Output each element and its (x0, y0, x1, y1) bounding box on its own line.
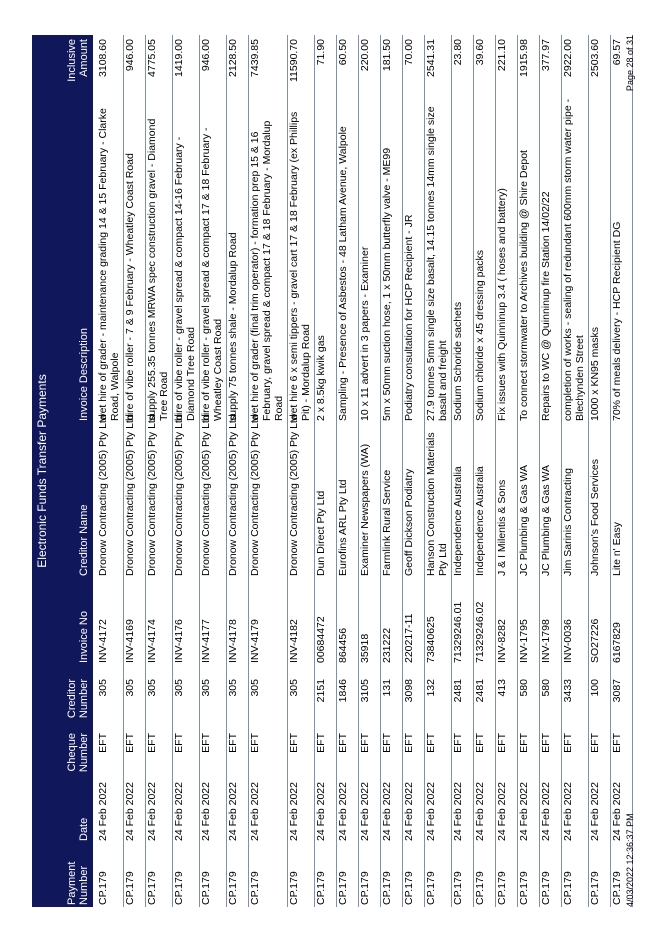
invoice-description-cell: Podiatry consultation for HCP Recipient - JR (403, 214, 415, 421)
col-creditor-name: Creditor Name (78, 504, 90, 576)
cheque-number-cell: EFT (315, 733, 327, 753)
inclusive-amount-cell: 181.50 (381, 39, 393, 72)
table-row (337, 35, 359, 907)
creditor-number-cell: 305 (227, 679, 239, 697)
creditor-name-cell: Dronow Contracting (2005) Pty Ltd (227, 414, 239, 576)
invoice-no-cell: 6167829 (611, 622, 623, 663)
date-cell: 24 Feb 2022 (249, 782, 261, 841)
creditor-number-cell: 305 (200, 679, 212, 697)
table-row (403, 35, 425, 907)
creditor-number-cell: 3098 (403, 679, 415, 703)
cheque-number-cell: EFT (381, 733, 393, 753)
date-cell: 24 Feb 2022 (496, 782, 508, 841)
date-cell: 24 Feb 2022 (227, 782, 239, 841)
date-cell: 24 Feb 2022 (97, 782, 109, 841)
date-cell: 24 Feb 2022 (452, 782, 464, 841)
creditor-name-cell: Dronow Contracting (2005) Pty Ltd (124, 414, 136, 576)
date-cell: 24 Feb 2022 (315, 782, 327, 841)
table-row (452, 35, 474, 907)
creditor-name-cell: JC Plumbing & Gas WA (518, 464, 530, 576)
creditor-number-cell: 131 (381, 679, 393, 697)
inclusive-amount-cell: 23.80 (452, 39, 464, 66)
page-number: Page 28 of 31 (625, 35, 635, 92)
creditor-name-cell: Geoff Dickson Podiatry (403, 468, 415, 576)
invoice-description-cell: 5m x 50mm suction hose, 1 x 50mm butterfly valve - ME99 (381, 147, 393, 421)
date-cell: 24 Feb 2022 (173, 782, 185, 841)
invoice-no-cell: INV-4169 (124, 619, 136, 663)
cheque-number-cell: EFT (124, 733, 136, 753)
cheque-number-cell: EFT (146, 733, 158, 753)
inclusive-amount-cell: 70.00 (403, 39, 415, 66)
creditor-name-cell: Dronow Contracting (2005) Pty Ltd (200, 414, 212, 576)
date-cell: 24 Feb 2022 (474, 782, 486, 841)
invoice-no-cell: 231222 (381, 627, 393, 663)
date-cell: 24 Feb 2022 (359, 782, 371, 841)
invoice-description-cell: Repairs to WC @ Quinninup fire Station 14/02/22 (540, 191, 552, 421)
invoice-no-cell: 864456 (337, 627, 349, 663)
date-cell: 24 Feb 2022 (425, 782, 437, 841)
inclusive-amount-cell: 39.60 (474, 39, 486, 66)
creditor-number-cell: 305 (249, 679, 261, 697)
creditor-number-cell: 1846 (337, 679, 349, 703)
table-row (518, 35, 540, 907)
inclusive-amount-cell: 1419.00 (173, 39, 185, 77)
invoice-no-cell: 35918 (359, 633, 371, 663)
creditor-name-cell: Dronow Contracting (2005) Pty Ltd (173, 414, 185, 576)
cheque-number-cell: EFT (474, 733, 486, 753)
invoice-description-cell: Fix issues with Quinninup 3.4 ( hoses and battery) (496, 188, 508, 421)
payment-number-cell: CP.179 (173, 871, 185, 905)
invoice-no-cell: INV-1795 (518, 619, 530, 663)
inclusive-amount-cell: 71.90 (315, 39, 327, 66)
payment-number-cell: CP.179 (337, 871, 349, 905)
table-row (496, 35, 518, 907)
payment-number-cell: CP.179 (496, 871, 508, 905)
col-date: Date (78, 817, 90, 841)
table-row (381, 35, 403, 907)
cheque-number-cell: EFT (562, 733, 574, 753)
invoice-no-cell: INV-4182 (288, 619, 300, 663)
table-body (97, 35, 633, 907)
cheque-number-cell: EFT (249, 733, 261, 753)
inclusive-amount-cell: 69.57 (611, 39, 623, 66)
table-row (611, 35, 633, 907)
payment-number-cell: CP.179 (518, 871, 530, 905)
payment-number-cell: CP.179 (474, 871, 486, 905)
col-invoice-description: Invoice Description (78, 328, 90, 421)
inclusive-amount-cell: 2128.50 (227, 39, 239, 77)
invoice-description-cell: hire of vibe roller - 7 & 9 February - Wheatley Coast Road (124, 153, 136, 421)
creditor-name-cell: Independence Australia (452, 466, 464, 576)
creditor-name-cell: J & I Milentis & Sons (496, 479, 508, 576)
inclusive-amount-cell: 4775.05 (146, 39, 158, 77)
creditor-name-cell: Jim Sarinis Contracting (562, 468, 574, 576)
cheque-number-cell: EFT (359, 733, 371, 753)
creditor-number-cell: 580 (518, 679, 530, 697)
payment-number-cell: CP.179 (611, 871, 623, 905)
creditor-name-cell: Dronow Contracting (2005) Pty Ltd (249, 414, 261, 576)
creditor-number-cell: 305 (97, 679, 109, 697)
inclusive-amount-cell: 946.00 (200, 39, 212, 72)
cheque-number-cell: EFT (611, 733, 623, 753)
payment-number-cell: CP.179 (589, 871, 601, 905)
invoice-description-cell: Sodium chloride x 45 dressing packs (474, 249, 486, 421)
creditor-number-cell: 305 (124, 679, 136, 697)
creditor-number-cell: 2481 (474, 679, 486, 703)
inclusive-amount-cell: 221.10 (496, 39, 508, 72)
payment-number-cell: CP.179 (315, 871, 327, 905)
date-cell: 24 Feb 2022 (146, 782, 158, 841)
table-row (315, 35, 337, 907)
payment-number-cell: CP.179 (200, 871, 212, 905)
inclusive-amount-cell: 1915.98 (518, 39, 530, 77)
date-cell: 24 Feb 2022 (381, 782, 393, 841)
payment-number-cell: CP.179 (288, 871, 300, 905)
creditor-name-cell: Examiner Newspapers (WA) (359, 443, 371, 576)
creditor-name-cell: Dun Direct Pty Ltd (315, 490, 327, 576)
payment-number-cell: CP.179 (359, 871, 371, 905)
invoice-description-cell: To connect stormwater to Archives building @ Shire Depot (518, 150, 530, 421)
table-row (124, 35, 146, 907)
cheque-number-cell: EFT (97, 733, 109, 753)
invoice-description-cell: 27.9 tonnes 5mm single size basalt, 14.15 tonnes 14mm single size basalt and freight (425, 106, 449, 421)
cheque-number-cell: EFT (173, 733, 185, 753)
invoice-no-cell: 220217-11 (403, 613, 415, 663)
creditor-number-cell: 580 (540, 679, 552, 697)
inclusive-amount-cell: 220.00 (359, 39, 371, 72)
cheque-number-cell: EFT (589, 733, 601, 753)
cheque-number-cell: EFT (403, 733, 415, 753)
creditor-number-cell: 2151 (315, 679, 327, 703)
invoice-description-cell: hire of vibe roller - gravel spread & compact 17 & 18 February - Wheatley Coast Road (200, 127, 224, 421)
cheque-number-cell: EFT (518, 733, 530, 753)
invoice-no-cell: 73840625 (425, 616, 437, 663)
creditor-number-cell: 3087 (611, 679, 623, 703)
payment-number-cell: CP.179 (249, 871, 261, 905)
creditor-name-cell: JC Plumbing & Gas WA (540, 464, 552, 576)
date-cell: 24 Feb 2022 (288, 782, 300, 841)
date-cell: 24 Feb 2022 (124, 782, 136, 841)
date-cell: 24 Feb 2022 (518, 782, 530, 841)
payment-number-cell: CP.179 (403, 871, 415, 905)
col-inclusive-amount: Inclusive Amount (66, 39, 90, 82)
inclusive-amount-cell: 2922.00 (562, 39, 574, 77)
invoice-no-cell: INV-4177 (200, 619, 212, 663)
invoice-description-cell: wet hire of grader - maintenance grading 14 & 15 February - Clarke Road, Walpole (97, 108, 121, 421)
invoice-description-cell: supply 75 tonnes shale - Mordalup Road (227, 232, 239, 421)
creditor-name-cell: Johnson's Food Services (589, 459, 601, 576)
cheque-number-cell: EFT (540, 733, 552, 753)
date-cell: 24 Feb 2022 (562, 782, 574, 841)
table-row (359, 35, 381, 907)
creditor-number-cell: 3433 (562, 679, 574, 703)
invoice-description-cell: Sampling - Presence of Asbestos - 48 Latham Avenue, Walpole (337, 126, 349, 421)
table-row (173, 35, 200, 907)
inclusive-amount-cell: 946.00 (124, 39, 136, 72)
invoice-description-cell: Sodium Schoride sachets (452, 301, 464, 421)
invoice-no-cell: INV-4172 (97, 619, 109, 663)
table-row (97, 35, 124, 907)
creditor-name-cell: Independence Australia (474, 466, 486, 576)
creditor-name-cell: Lite n' Easy (611, 522, 623, 576)
inclusive-amount-cell: 2503.60 (589, 39, 601, 77)
invoice-no-cell: INV-0036 (562, 619, 574, 663)
creditor-name-cell: Dronow Contracting (2005) Pty Ltd (146, 414, 158, 576)
date-cell: 24 Feb 2022 (200, 782, 212, 841)
creditor-number-cell: 100 (589, 679, 601, 697)
invoice-description-cell: hire of vibe roller - gravel spread & compact 14-16 February - Diamond Tree Road (173, 136, 197, 421)
invoice-no-cell: INV-4176 (173, 619, 185, 663)
col-invoice-no: Invoice No (78, 611, 90, 663)
cheque-number-cell: EFT (288, 733, 300, 753)
report-timestamp: 4/03/2022 12:36:37 PM (625, 813, 635, 907)
creditor-name-cell: Dronow Contracting (2005) Pty Ltd (288, 414, 300, 576)
cheque-number-cell: EFT (227, 733, 239, 753)
date-cell: 24 Feb 2022 (540, 782, 552, 841)
table-header (53, 35, 93, 907)
invoice-no-cell: 71329246.02 (474, 601, 486, 663)
invoice-description-cell: 10 x 11 advert in 3 papers - Examiner (359, 246, 371, 421)
invoice-description-cell: wet hire 6 x semi tippers - gravel cart 17 & 18 February (ex Phillips Pit) - Mordalup Road (288, 111, 312, 421)
inclusive-amount-cell: 60.50 (337, 39, 349, 66)
payment-number-cell: CP.179 (124, 871, 136, 905)
creditor-name-cell: Farmlink Rural Service (381, 469, 393, 576)
invoice-no-cell: INV-8282 (496, 619, 508, 663)
payment-number-cell: CP.179 (97, 871, 109, 905)
invoice-no-cell: SO27226 (589, 618, 601, 663)
payment-number-cell: CP.179 (540, 871, 552, 905)
creditor-number-cell: 305 (146, 679, 158, 697)
col-cheque-number: Cheque Number (66, 733, 90, 773)
inclusive-amount-cell: 377.97 (540, 39, 552, 72)
table-row (146, 35, 173, 907)
table-row (540, 35, 562, 907)
date-cell: 24 Feb 2022 (337, 782, 349, 841)
date-cell: 24 Feb 2022 (589, 782, 601, 841)
invoice-no-cell: INV-4174 (146, 619, 158, 663)
invoice-description-cell: 70% of meals delivery - HCP Recipient DG (611, 221, 623, 421)
col-creditor-number: Creditor Number (66, 679, 90, 719)
cheque-number-cell: EFT (425, 733, 437, 753)
invoice-description-cell: supply 255.35 tonnes MRWA spec construction gravel - Diamond Tree Road (146, 118, 170, 421)
creditor-name-cell: Dronow Contracting (2005) Pty Ltd (97, 414, 109, 576)
table-row (589, 35, 611, 907)
invoice-no-cell: INV-1798 (540, 619, 552, 663)
creditor-number-cell: 413 (496, 679, 508, 697)
payment-number-cell: CP.179 (452, 871, 464, 905)
creditor-name-cell: Hanson Construction Materials Pty Ltd (425, 432, 449, 576)
inclusive-amount-cell: 2541.31 (425, 39, 437, 77)
cheque-number-cell: EFT (200, 733, 212, 753)
table-row (227, 35, 249, 907)
creditor-number-cell: 305 (288, 679, 300, 697)
invoice-no-cell: INV-4178 (227, 619, 239, 663)
payment-number-cell: CP.179 (146, 871, 158, 905)
report-title: Electronic Funds Transfer Payments (32, 35, 53, 907)
payment-number-cell: CP.179 (381, 871, 393, 905)
invoice-description-cell: 1000 x KN95 masks (589, 327, 601, 421)
invoice-no-cell: 00684472 (315, 616, 327, 663)
invoice-description-cell: completion of works - sealing of redundant 600mm storm water pipe - Blechynden Street (562, 98, 586, 421)
payment-number-cell: CP.179 (425, 871, 437, 905)
invoice-description-cell: 2 x 8.5kg kwik gas (315, 335, 327, 421)
table-row (249, 35, 288, 907)
table-row (200, 35, 227, 907)
invoice-description-cell: wet hire of grader (final trim operator) - formation prep 15 & 16 February, gravel spread & compact 17 & 18 February - Mordalup Road (249, 120, 285, 421)
date-cell: 24 Feb 2022 (403, 782, 415, 841)
col-payment-number: Payment Number (66, 861, 90, 905)
cheque-number-cell: EFT (337, 733, 349, 753)
inclusive-amount-cell: 7439.85 (249, 39, 261, 77)
payment-number-cell: CP.179 (562, 871, 574, 905)
creditor-number-cell: 305 (173, 679, 185, 697)
table-row (562, 35, 589, 907)
creditor-number-cell: 132 (425, 679, 437, 697)
date-cell: 24 Feb 2022 (611, 782, 623, 841)
inclusive-amount-cell: 11590.70 (288, 39, 300, 83)
table-row (425, 35, 452, 907)
payment-number-cell: CP.179 (227, 871, 239, 905)
creditor-number-cell: 2481 (452, 679, 464, 703)
inclusive-amount-cell: 3108.60 (97, 39, 109, 77)
cheque-number-cell: EFT (496, 733, 508, 753)
invoice-no-cell: INV-4179 (249, 619, 261, 663)
cheque-number-cell: EFT (452, 733, 464, 753)
creditor-name-cell: Eurofins ARL Pty Ltd (337, 479, 349, 576)
creditor-number-cell: 3105 (359, 679, 371, 703)
table-row (474, 35, 496, 907)
invoice-no-cell: 71329246.01 (452, 601, 464, 663)
table-row (288, 35, 315, 907)
